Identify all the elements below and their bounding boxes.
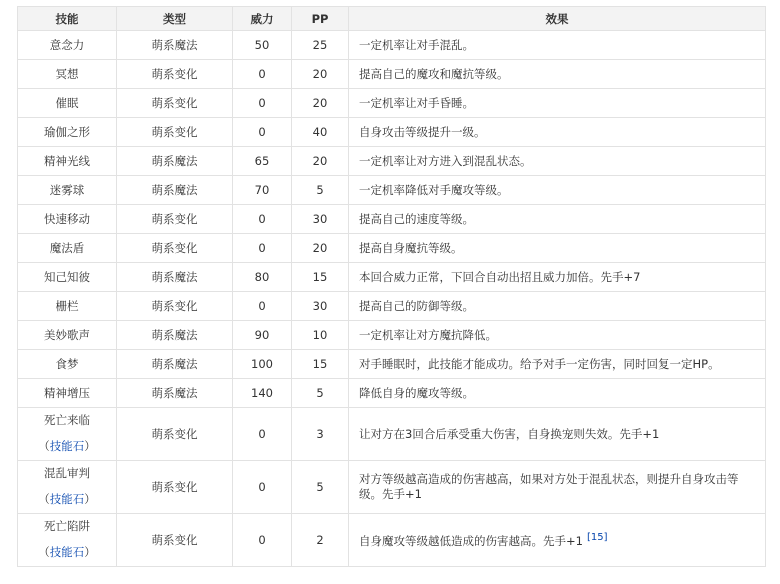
skill-effect: 一定机率让对方进入到混乱状态。 (349, 147, 766, 176)
skill-effect: 一定机率让对手混乱。 (349, 31, 766, 60)
skill-effect: 提高自己的魔攻和魔抗等级。 (349, 60, 766, 89)
skill-name: 栅栏 (18, 292, 117, 321)
skill-type: 萌系魔法 (117, 321, 233, 350)
skill-name: 精神增压 (18, 379, 117, 408)
skill-name: 迷雾球 (18, 176, 117, 205)
skill-name: 知己知彼 (18, 263, 117, 292)
skill-effect: 自身攻击等级提升一级。 (349, 118, 766, 147)
skill-name-cell (18, 461, 117, 514)
skill-pp: 5 (292, 461, 349, 514)
skill-pp: 20 (292, 234, 349, 263)
paren-open: （ (38, 545, 50, 559)
table-row (18, 321, 766, 350)
skill-name: 食梦 (18, 350, 117, 379)
skill-stone-link[interactable]: 技能石 (49, 545, 85, 559)
paren-open: （ (38, 492, 50, 506)
skill-effect: 提高自身魔抗等级。 (349, 234, 766, 263)
skill-power: 140 (233, 379, 292, 408)
reference-link[interactable]: [15] (586, 532, 608, 544)
skill-effect: 降低自身的魔攻等级。 (349, 379, 766, 408)
skill-type: 萌系变化 (117, 292, 233, 321)
table-row (18, 205, 766, 234)
skill-type: 萌系魔法 (117, 263, 233, 292)
paren-close: ） (84, 545, 96, 559)
skill-effect-cell (349, 461, 766, 514)
header-power: 威力 (233, 7, 292, 31)
skill-pp: 3 (292, 408, 349, 461)
skill-type: 萌系魔法 (117, 176, 233, 205)
paren-open: （ (38, 439, 50, 453)
table-row (18, 60, 766, 89)
table-row (18, 31, 766, 60)
skill-name: 混乱审判 (44, 466, 90, 481)
skill-pp: 40 (292, 118, 349, 147)
table-header-row (18, 7, 766, 31)
skill-type: 萌系变化 (117, 461, 233, 514)
skill-pp: 20 (292, 147, 349, 176)
table-row (18, 408, 766, 461)
skill-pp: 5 (292, 379, 349, 408)
skill-pp: 10 (292, 321, 349, 350)
skill-effect: 本回合威力正常，下回合自动出招且威力加倍。先手+7 (349, 263, 766, 292)
table-row (18, 147, 766, 176)
skill-name: 精神光线 (18, 147, 117, 176)
skill-effect: 一定机率让对手昏睡。 (349, 89, 766, 118)
table-row (18, 176, 766, 205)
skill-name: 死亡来临 (44, 413, 90, 428)
skill-pp: 15 (292, 263, 349, 292)
skill-name: 死亡陷阱 (44, 519, 90, 534)
skill-power: 90 (233, 321, 292, 350)
skill-effect: 自身魔攻等级越低造成的伤害越高。先手+1 (359, 533, 583, 548)
skill-type: 萌系魔法 (117, 31, 233, 60)
skill-power: 0 (233, 234, 292, 263)
skill-type: 萌系变化 (117, 234, 233, 263)
skill-effect: 对手睡眠时，此技能才能成功。给予对手一定伤害，同时回复一定HP。 (349, 350, 766, 379)
skill-pp: 30 (292, 205, 349, 234)
skill-stone-link[interactable]: 技能石 (49, 439, 85, 453)
skill-type: 萌系变化 (117, 514, 233, 567)
skill-effect: 一定机率让对方魔抗降低。 (349, 321, 766, 350)
skill-pp: 15 (292, 350, 349, 379)
table-row (18, 514, 766, 567)
skill-stone-link[interactable]: 技能石 (49, 492, 85, 506)
skill-type: 萌系变化 (117, 205, 233, 234)
skill-effect: 让对方在3回合后承受重大伤害，自身换宠则失效。先手+1 (359, 426, 660, 441)
skill-power: 0 (233, 118, 292, 147)
skill-power: 100 (233, 350, 292, 379)
skill-power: 0 (233, 89, 292, 118)
skill-effect-cell (349, 408, 766, 461)
skills-table (17, 6, 766, 567)
skill-effect: 一定机率降低对手魔攻等级。 (349, 176, 766, 205)
skill-type: 萌系变化 (117, 408, 233, 461)
skill-name-cell (18, 408, 117, 461)
table-row (18, 118, 766, 147)
skill-type: 萌系变化 (117, 60, 233, 89)
header-type: 类型 (117, 7, 233, 31)
skill-power: 0 (233, 292, 292, 321)
skill-power: 0 (233, 60, 292, 89)
skill-name: 美妙歌声 (18, 321, 117, 350)
skill-type: 萌系魔法 (117, 350, 233, 379)
skill-effect: 提高自己的防御等级。 (349, 292, 766, 321)
skill-pp: 5 (292, 176, 349, 205)
skill-power: 80 (233, 263, 292, 292)
header-effect: 效果 (349, 7, 766, 31)
skill-pp: 20 (292, 89, 349, 118)
skill-pp: 2 (292, 514, 349, 567)
header-pp: PP (292, 7, 349, 31)
skill-pp: 20 (292, 60, 349, 89)
header-skill: 技能 (18, 7, 117, 31)
table-row (18, 379, 766, 408)
table-row (18, 234, 766, 263)
skill-name: 意念力 (18, 31, 117, 60)
skill-power: 0 (233, 205, 292, 234)
table-row (18, 292, 766, 321)
skill-power: 0 (233, 514, 292, 567)
skill-power: 0 (233, 408, 292, 461)
table-row (18, 350, 766, 379)
skill-name-cell (18, 514, 117, 567)
skill-name: 快速移动 (18, 205, 117, 234)
skill-name: 催眠 (18, 89, 117, 118)
skill-effect-cell (349, 514, 766, 567)
paren-close: ） (84, 492, 96, 506)
skill-type: 萌系变化 (117, 118, 233, 147)
skill-type: 萌系魔法 (117, 379, 233, 408)
table-row (18, 89, 766, 118)
skill-name: 冥想 (18, 60, 117, 89)
table-row (18, 263, 766, 292)
skill-effect: 对方等级越高造成的伤害越高，如果对方处于混乱状态，则提升自身攻击等级。先手+1 (359, 472, 739, 501)
skill-pp: 30 (292, 292, 349, 321)
skill-power: 0 (233, 461, 292, 514)
skill-name: 瑜伽之形 (18, 118, 117, 147)
skill-effect: 提高自己的速度等级。 (349, 205, 766, 234)
skill-power: 70 (233, 176, 292, 205)
skill-power: 50 (233, 31, 292, 60)
table-row (18, 461, 766, 514)
skill-pp: 25 (292, 31, 349, 60)
skill-power: 65 (233, 147, 292, 176)
skill-type: 萌系变化 (117, 89, 233, 118)
skill-type: 萌系魔法 (117, 147, 233, 176)
skill-name: 魔法盾 (18, 234, 117, 263)
paren-close: ） (84, 439, 96, 453)
